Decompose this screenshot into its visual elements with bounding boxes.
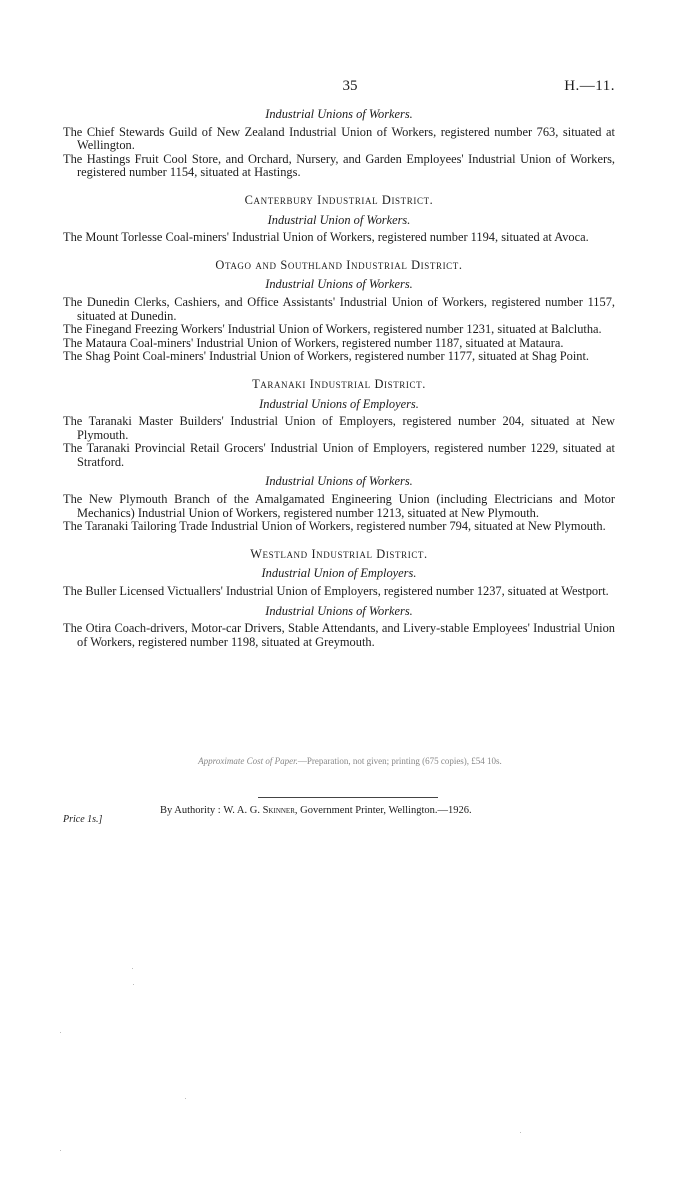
authority-line: [160, 805, 472, 816]
union-subheading: Industrial Unions of Workers.: [265, 474, 413, 489]
union-entry: The Hastings Fruit Cool Store, and Orchard, Nursery, and Garden Employees' Industrial Union of Workers, registered number 1154, situated at Hastings.: [63, 151, 615, 180]
district-heading: Otago and Southland Industrial District.: [215, 257, 463, 272]
union-entry: The Buller Licensed Victuallers' Industrial Union of Employers, registered number 1237, situated at Westport.: [63, 584, 609, 599]
printer-name: W. A. G. Skinner: [223, 805, 295, 816]
union-entry: The New Plymouth Branch of the Amalgamated Engineering Union (including Electricians and Motor Mechanics) Industrial Union of Workers, registered number 1213, situated at New Plymouth.: [63, 492, 615, 520]
union-subheading: Industrial Unions of Workers.: [265, 603, 413, 618]
union-subheading: Industrial Unions of Employers.: [259, 396, 419, 411]
district-heading: Canterbury Industrial District.: [244, 192, 434, 207]
union-entry: The Mataura Coal-miners' Industrial Union of Workers, registered number 1187, situated at Mataura.: [63, 335, 564, 350]
union-entry: The Mount Torlesse Coal-miners' Industrial Union of Workers, registered number 1194, situated at Avoca.: [63, 230, 589, 245]
union-subheading: Industrial Union of Employers.: [261, 566, 417, 581]
union-entry: The Taranaki Provincial Retail Grocers' Industrial Union of Employers, registered number 1229, situated at Stratford.: [63, 441, 615, 469]
union-entry: The Shag Point Coal-miners' Industrial Union of Workers, registered number 1177, situated at Shag Point.: [63, 349, 590, 364]
district-heading: Taranaki Industrial District.: [252, 376, 426, 391]
main-content: [63, 108, 615, 649]
price-note: Price 1s.]: [63, 814, 103, 825]
union-entry: The Otira Coach-drivers, Motor-car Drivers, Stable Attendants, and Livery-stable Employees' Industrial Union of Workers, registered number 1198, situated at Greymouth.: [63, 621, 615, 649]
union-entry: The Taranaki Master Builders' Industrial Union of Employers, registered number 204, situated at New Plymouth.: [63, 414, 615, 442]
union-entry: The Taranaki Tailoring Trade Industrial Union of Workers, registered number 794, situated at New Plymouth.: [63, 519, 606, 534]
union-subheading: Industrial Unions of Workers.: [265, 277, 413, 292]
cost-note: [0, 756, 700, 766]
cost-label: Approximate Cost of Paper.: [198, 756, 298, 766]
union-entry: The Chief Stewards Guild of New Zealand Industrial Union of Workers, registered number 763, situated at Wellington.: [63, 124, 615, 153]
authority-suffix: , Government Printer, Wellington.—1926.: [294, 805, 472, 816]
page-number: 35: [342, 78, 358, 94]
divider: [258, 797, 438, 798]
union-entry: The Dunedin Clerks, Cashiers, and Office Assistants' Industrial Union of Workers, registered number 1157, situated at Dunedin.: [63, 294, 615, 323]
union-entry: The Finegand Freezing Workers' Industrial Union of Workers, registered number 1231, situated at Balclutha.: [63, 322, 602, 337]
union-subheading: Industrial Unions of Workers.: [265, 107, 413, 121]
cost-text: —Preparation, not given; printing (675 copies), £54 10s.: [297, 756, 502, 766]
district-heading: Westland Industrial District.: [250, 546, 428, 561]
document-reference: H.—11.: [564, 78, 615, 94]
authority-prefix: By Authority :: [160, 805, 221, 816]
union-subheading: Industrial Union of Workers.: [267, 212, 411, 227]
